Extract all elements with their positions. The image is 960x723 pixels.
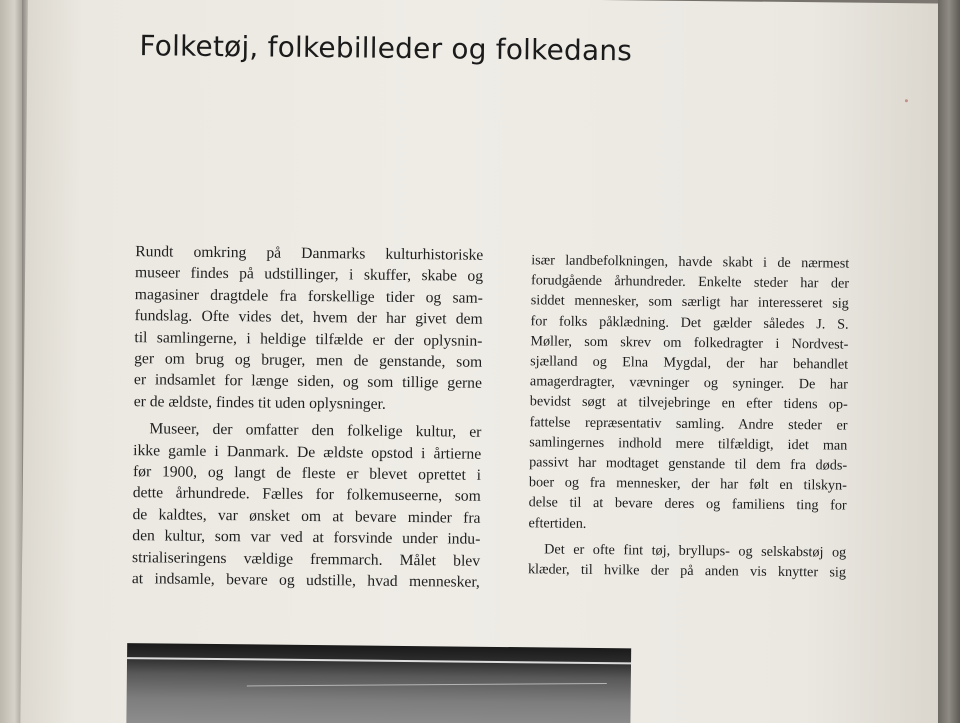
text-line: især landbefolkningen, havde skabt i de nærmest	[531, 252, 850, 272]
text-line: den kultur, som var ved at forsvinde under indu-	[132, 527, 481, 549]
right-page-edge	[938, 0, 960, 723]
text-line: er de ældste, findes tit uden oplysninger.	[133, 392, 386, 413]
text-line: bevidst søgt at tilvejebringe en efter tidens op-	[529, 393, 848, 414]
paragraph	[134, 241, 484, 416]
text-line: passivt har modtaget genstande til dem fra døds-	[529, 454, 848, 474]
chapter-title: Folketøj, folkebilleder og folkedans	[139, 29, 633, 68]
photo-detail-line	[247, 683, 607, 687]
text-line: klæder, til hvilke der på anden vis knytter sig	[527, 561, 847, 581]
text-line: er indsamlet for længe siden, og som tillige gerne	[133, 371, 483, 393]
text-line: amagerdragter, vævninger og syninger. De har	[529, 373, 849, 393]
text-line: til samlingerne, i heldige tilfælde er der oplysnin-	[134, 328, 483, 350]
book-page	[20, 0, 948, 723]
paper-speck	[905, 99, 908, 102]
text-line: de kaldtes, var ønsket om at bevare minder fra	[132, 505, 481, 527]
text-line: Det er ofte fint tøj, bryllups- og selskabstøj og	[544, 541, 847, 561]
paragraph	[528, 250, 849, 536]
text-line: samlingernes indhold mere tilfældigt, idet man	[529, 434, 848, 454]
text-line: fundslag. Ofte vides det, hvem der har givet dem	[134, 307, 483, 328]
text-line: Møller, som skrev om folkedragter i Nordvest-	[530, 333, 849, 353]
text-line: delse til at bevare deres og familiens ting for	[528, 494, 847, 515]
paragraph	[528, 539, 846, 583]
text-line: boer og fra mennesker, der har følt en tilskyn-	[528, 474, 847, 494]
left-page-edge	[0, 0, 24, 723]
text-line: eftertiden.	[528, 514, 587, 532]
text-line: sjælland og Elna Mygdal, der har behandlet	[530, 353, 849, 373]
text-line: Rundt omkring på Danmarks kulturhistoriske	[135, 243, 484, 264]
text-line: Museer, der omfatter den folkelige kultur, er	[149, 420, 482, 442]
text-line: ikke gamle i Danmark. De ældste opstod i årtierne	[133, 441, 482, 463]
text-line: dette århundrede. Fælles for folkemuseerne, som	[132, 484, 481, 506]
text-line: strialiseringens vældige fremmarch. Målet blev	[132, 548, 481, 570]
text-line: magasiner dragtdele fra forskellige tider og sam-	[134, 285, 483, 307]
photo-highlight-line	[127, 657, 631, 664]
right-text-column	[528, 250, 849, 583]
paragraph	[132, 418, 482, 593]
text-line: at indsamle, bevare og udstille, hvad mennesker,	[131, 570, 480, 591]
left-text-column	[132, 241, 484, 593]
text-line: ger om brug og bruger, men de genstande, som	[134, 350, 483, 371]
text-line: for folks påklædning. Det gælder således J. S.	[530, 312, 849, 333]
text-line: før 1900, og langt de fleste er blevet oprettet i	[132, 463, 482, 484]
text-line: forudgående århundreder. Enkelte steder har der	[530, 272, 850, 292]
text-line: fattelse repræsentativ samling. Andre steder er	[529, 413, 848, 434]
black-and-white-photograph	[126, 643, 631, 723]
text-line: museer findes på udstillinger, i skuffer, skabe og	[134, 264, 484, 286]
text-line: siddet mennesker, som særligt har interesseret sig	[530, 292, 849, 313]
